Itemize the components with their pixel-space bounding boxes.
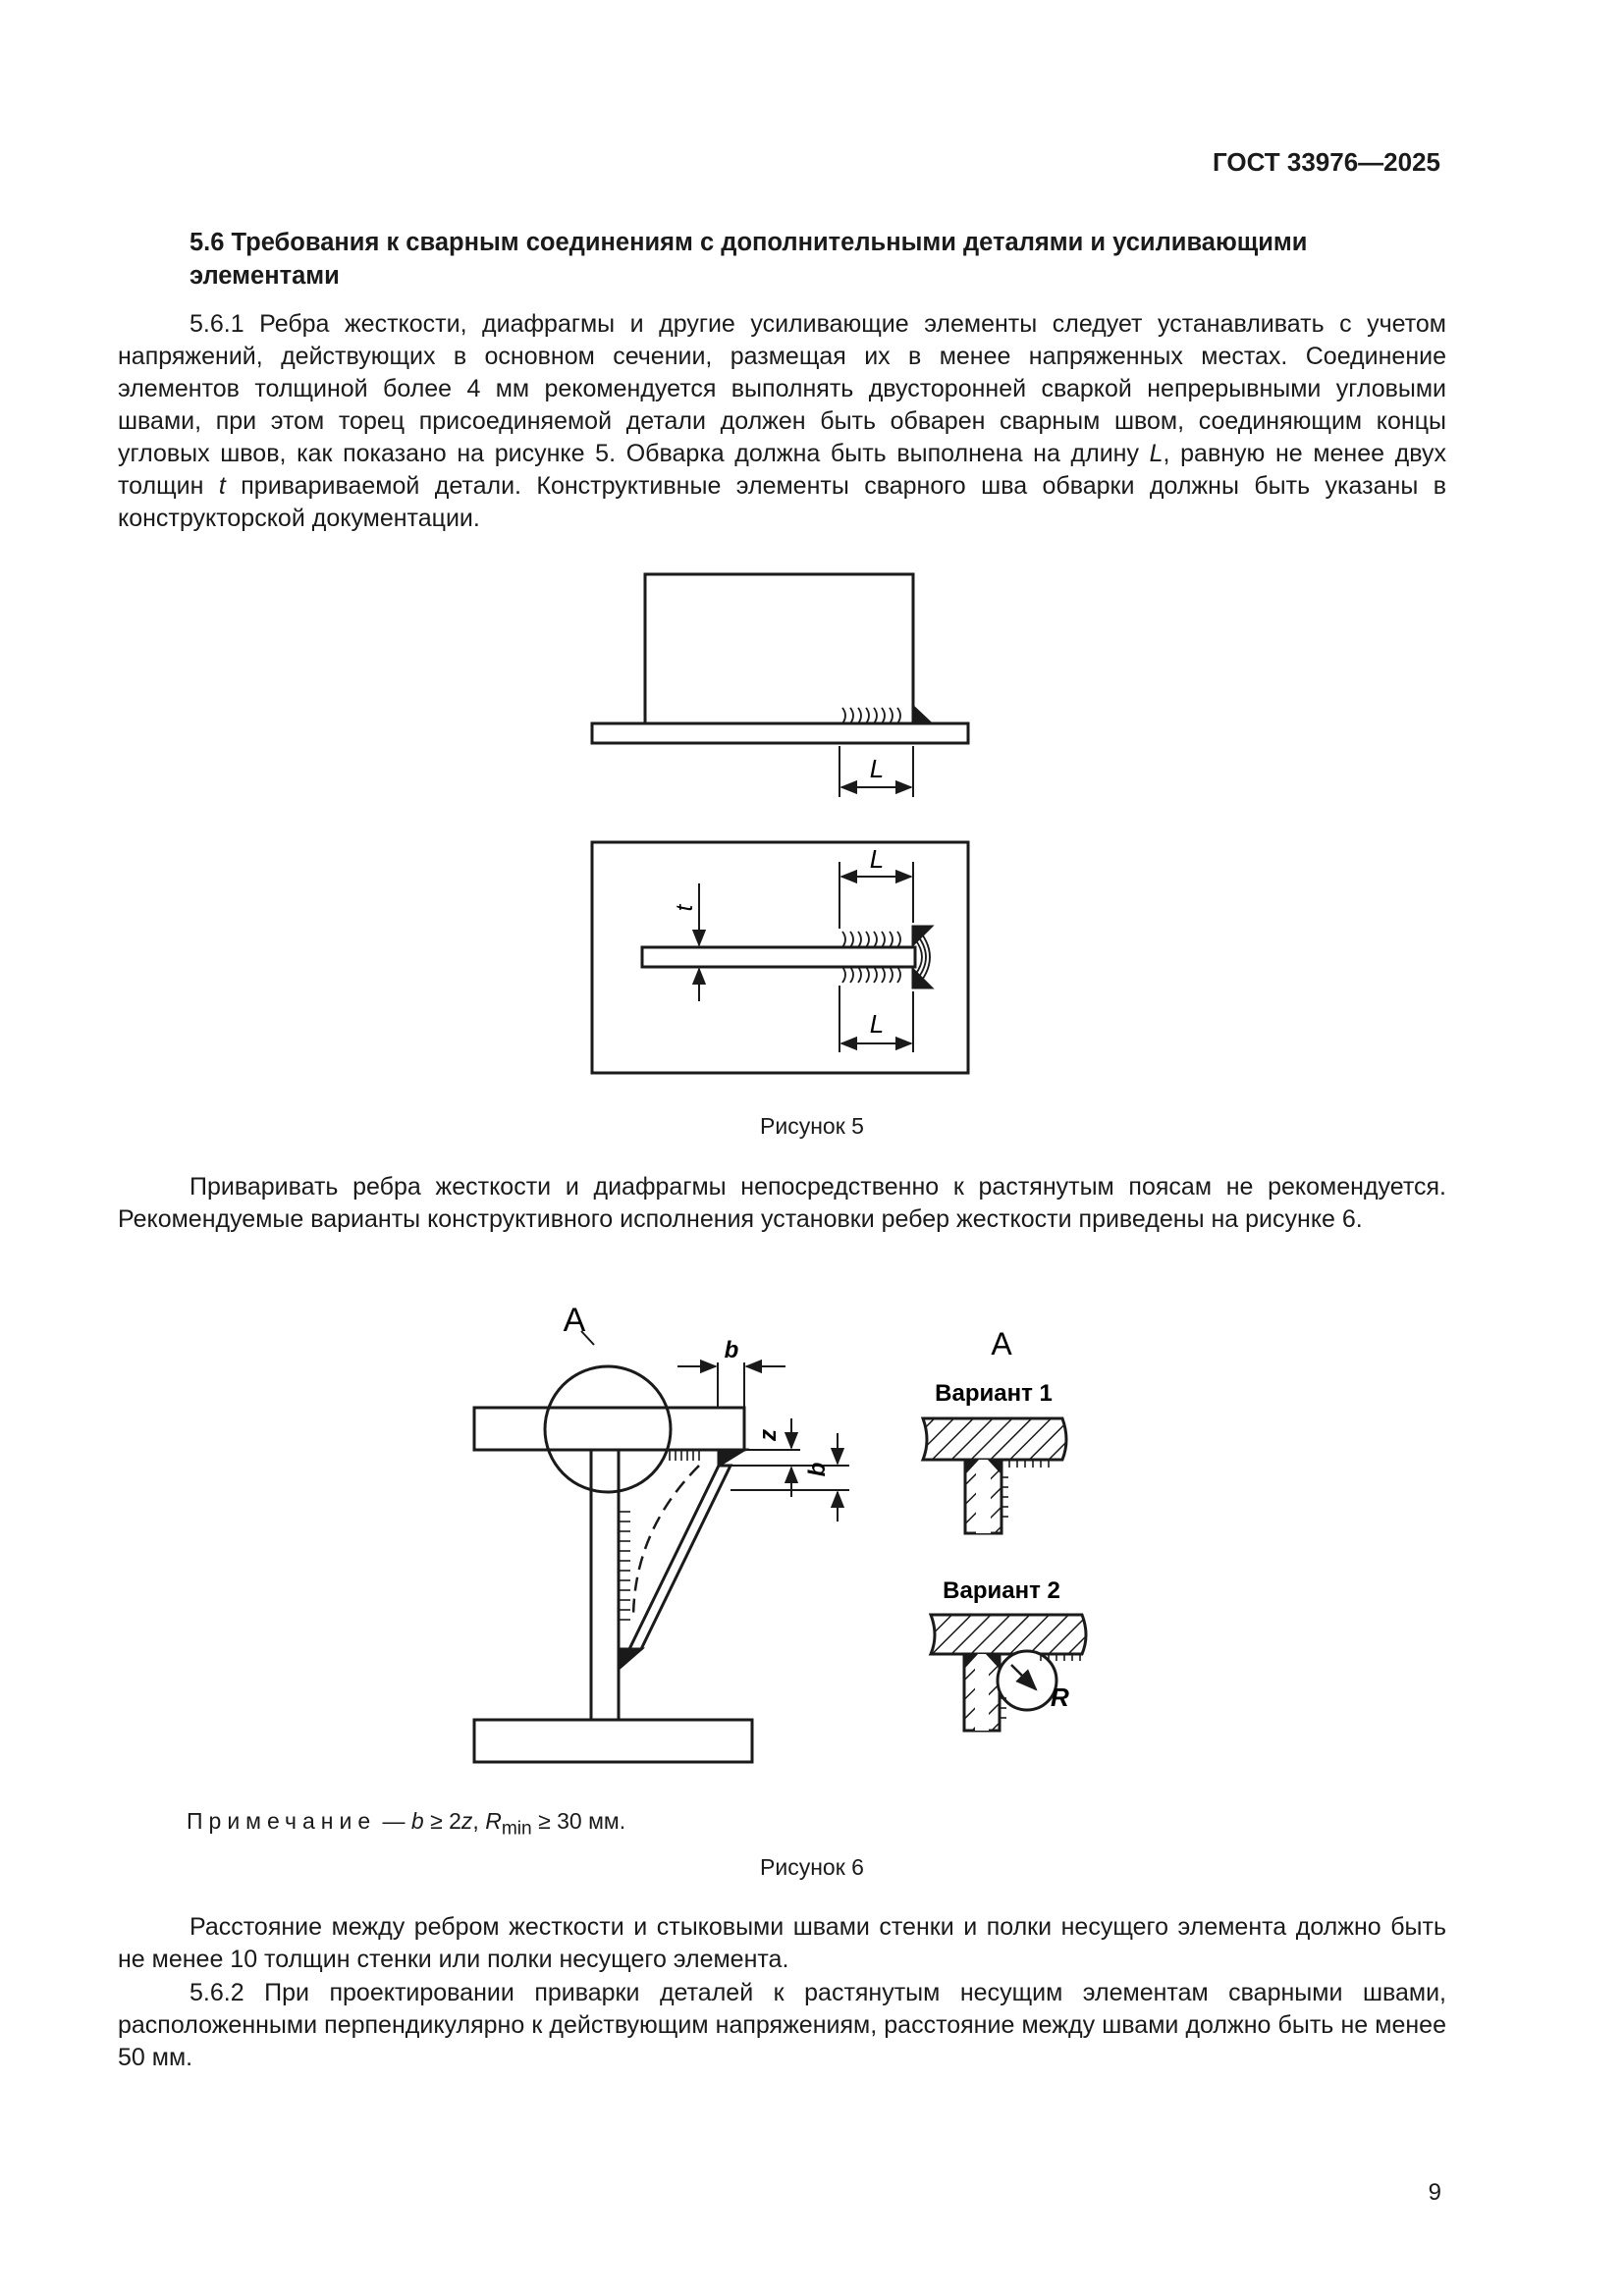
text-fragment: 5.6.1 Ребра жесткости, диафрагмы и другие усиливающие элементы следует устанавливать с учетом напряжений, действующих в основном сечении, размещая их в менее напряженных местах. Соединение элементов толщиной более 4 мм рекомендуется выполнять двусторонней сваркой непрерывными угловыми швами, при этом торец присоединяемой детали должен быть обварен сварным швом, соединяющим концы угловых швов, как показано на рисунке 5. Обварка должна быть выполнена на длину xyxy=(118,310,1446,467)
dimension-label-t: t xyxy=(672,904,698,912)
variant-1-detail xyxy=(923,1418,1066,1533)
radius-label-R: R xyxy=(1051,1682,1069,1712)
dimension-label-L: L xyxy=(869,1009,885,1039)
variant-2-label: Вариант 2 xyxy=(943,1577,1060,1604)
figure-5-caption: Рисунок 5 xyxy=(760,1113,864,1139)
paragraph-5-6-2: 5.6.2 При проектировании приварки деталей к растянутым несущим элементам сварными швами, расположенными перпендикулярно к действующим напряжениям, расстояние между швами должно быть не менее 50 мм. xyxy=(118,1979,1446,2071)
note-symbol-z: z xyxy=(460,1808,473,1834)
dimension-label-b: b xyxy=(804,1462,831,1477)
weld-ticks-top xyxy=(670,1450,699,1461)
note-symbol-b: b xyxy=(410,1808,424,1834)
note-label: Примечание xyxy=(187,1808,377,1834)
note-text: ≥ 2 xyxy=(423,1808,461,1834)
section-title: 5.6 Требования к сварным соединениям с дополнительными деталями и усиливающими элементами xyxy=(189,229,1308,290)
detail-callout-label: A xyxy=(563,1302,586,1339)
variant-1-label: Вариант 1 xyxy=(935,1380,1053,1407)
paragraph-distance: Расстояние между ребром жесткости и стыковыми швами стенки и полки несущего элемента должно быть не менее 10 толщин стенки или полки несущего элемента. xyxy=(118,1913,1446,1973)
variant-2-detail xyxy=(931,1615,1086,1731)
document-header: ГОСТ 33976—2025 xyxy=(1213,147,1440,177)
dimension-label-b: b xyxy=(724,1337,739,1363)
figure-6-caption: Рисунок 6 xyxy=(760,1854,864,1880)
page-number: 9 xyxy=(1428,2179,1441,2206)
note-text: , xyxy=(472,1808,486,1834)
detail-title: A xyxy=(991,1326,1012,1362)
symbol-L: L xyxy=(1149,440,1164,467)
note-subscript-min: min xyxy=(501,1818,532,1840)
weld-ticks-side xyxy=(619,1512,630,1620)
dimension-label-L: L xyxy=(869,844,885,874)
dimension-label-z: z xyxy=(755,1429,782,1441)
symbol-t: t xyxy=(218,472,226,500)
text-fragment: , равную не менее двух толщин xyxy=(118,440,1447,500)
paragraph-stiffeners: Приваривать ребра жесткости и диафрагмы непосредственно к растянутым поясам не рекомендуется. Рекомендуемые варианты конструктивного исполнения установки ребер жесткости приведены на рисунке 6. xyxy=(118,1173,1446,1233)
figure-6-note xyxy=(187,1808,625,1841)
note-text: ≥ 30 мм. xyxy=(531,1808,626,1834)
text-fragment: привариваемой детали. Конструктивные элементы сварного шва обварки должны быть указаны в конструкторской документации. xyxy=(118,472,1446,532)
note-dash: — xyxy=(376,1808,411,1834)
note-symbol-R: R xyxy=(485,1808,502,1834)
t-beam-section xyxy=(474,1331,849,1762)
dimension-label-L: L xyxy=(869,754,885,783)
